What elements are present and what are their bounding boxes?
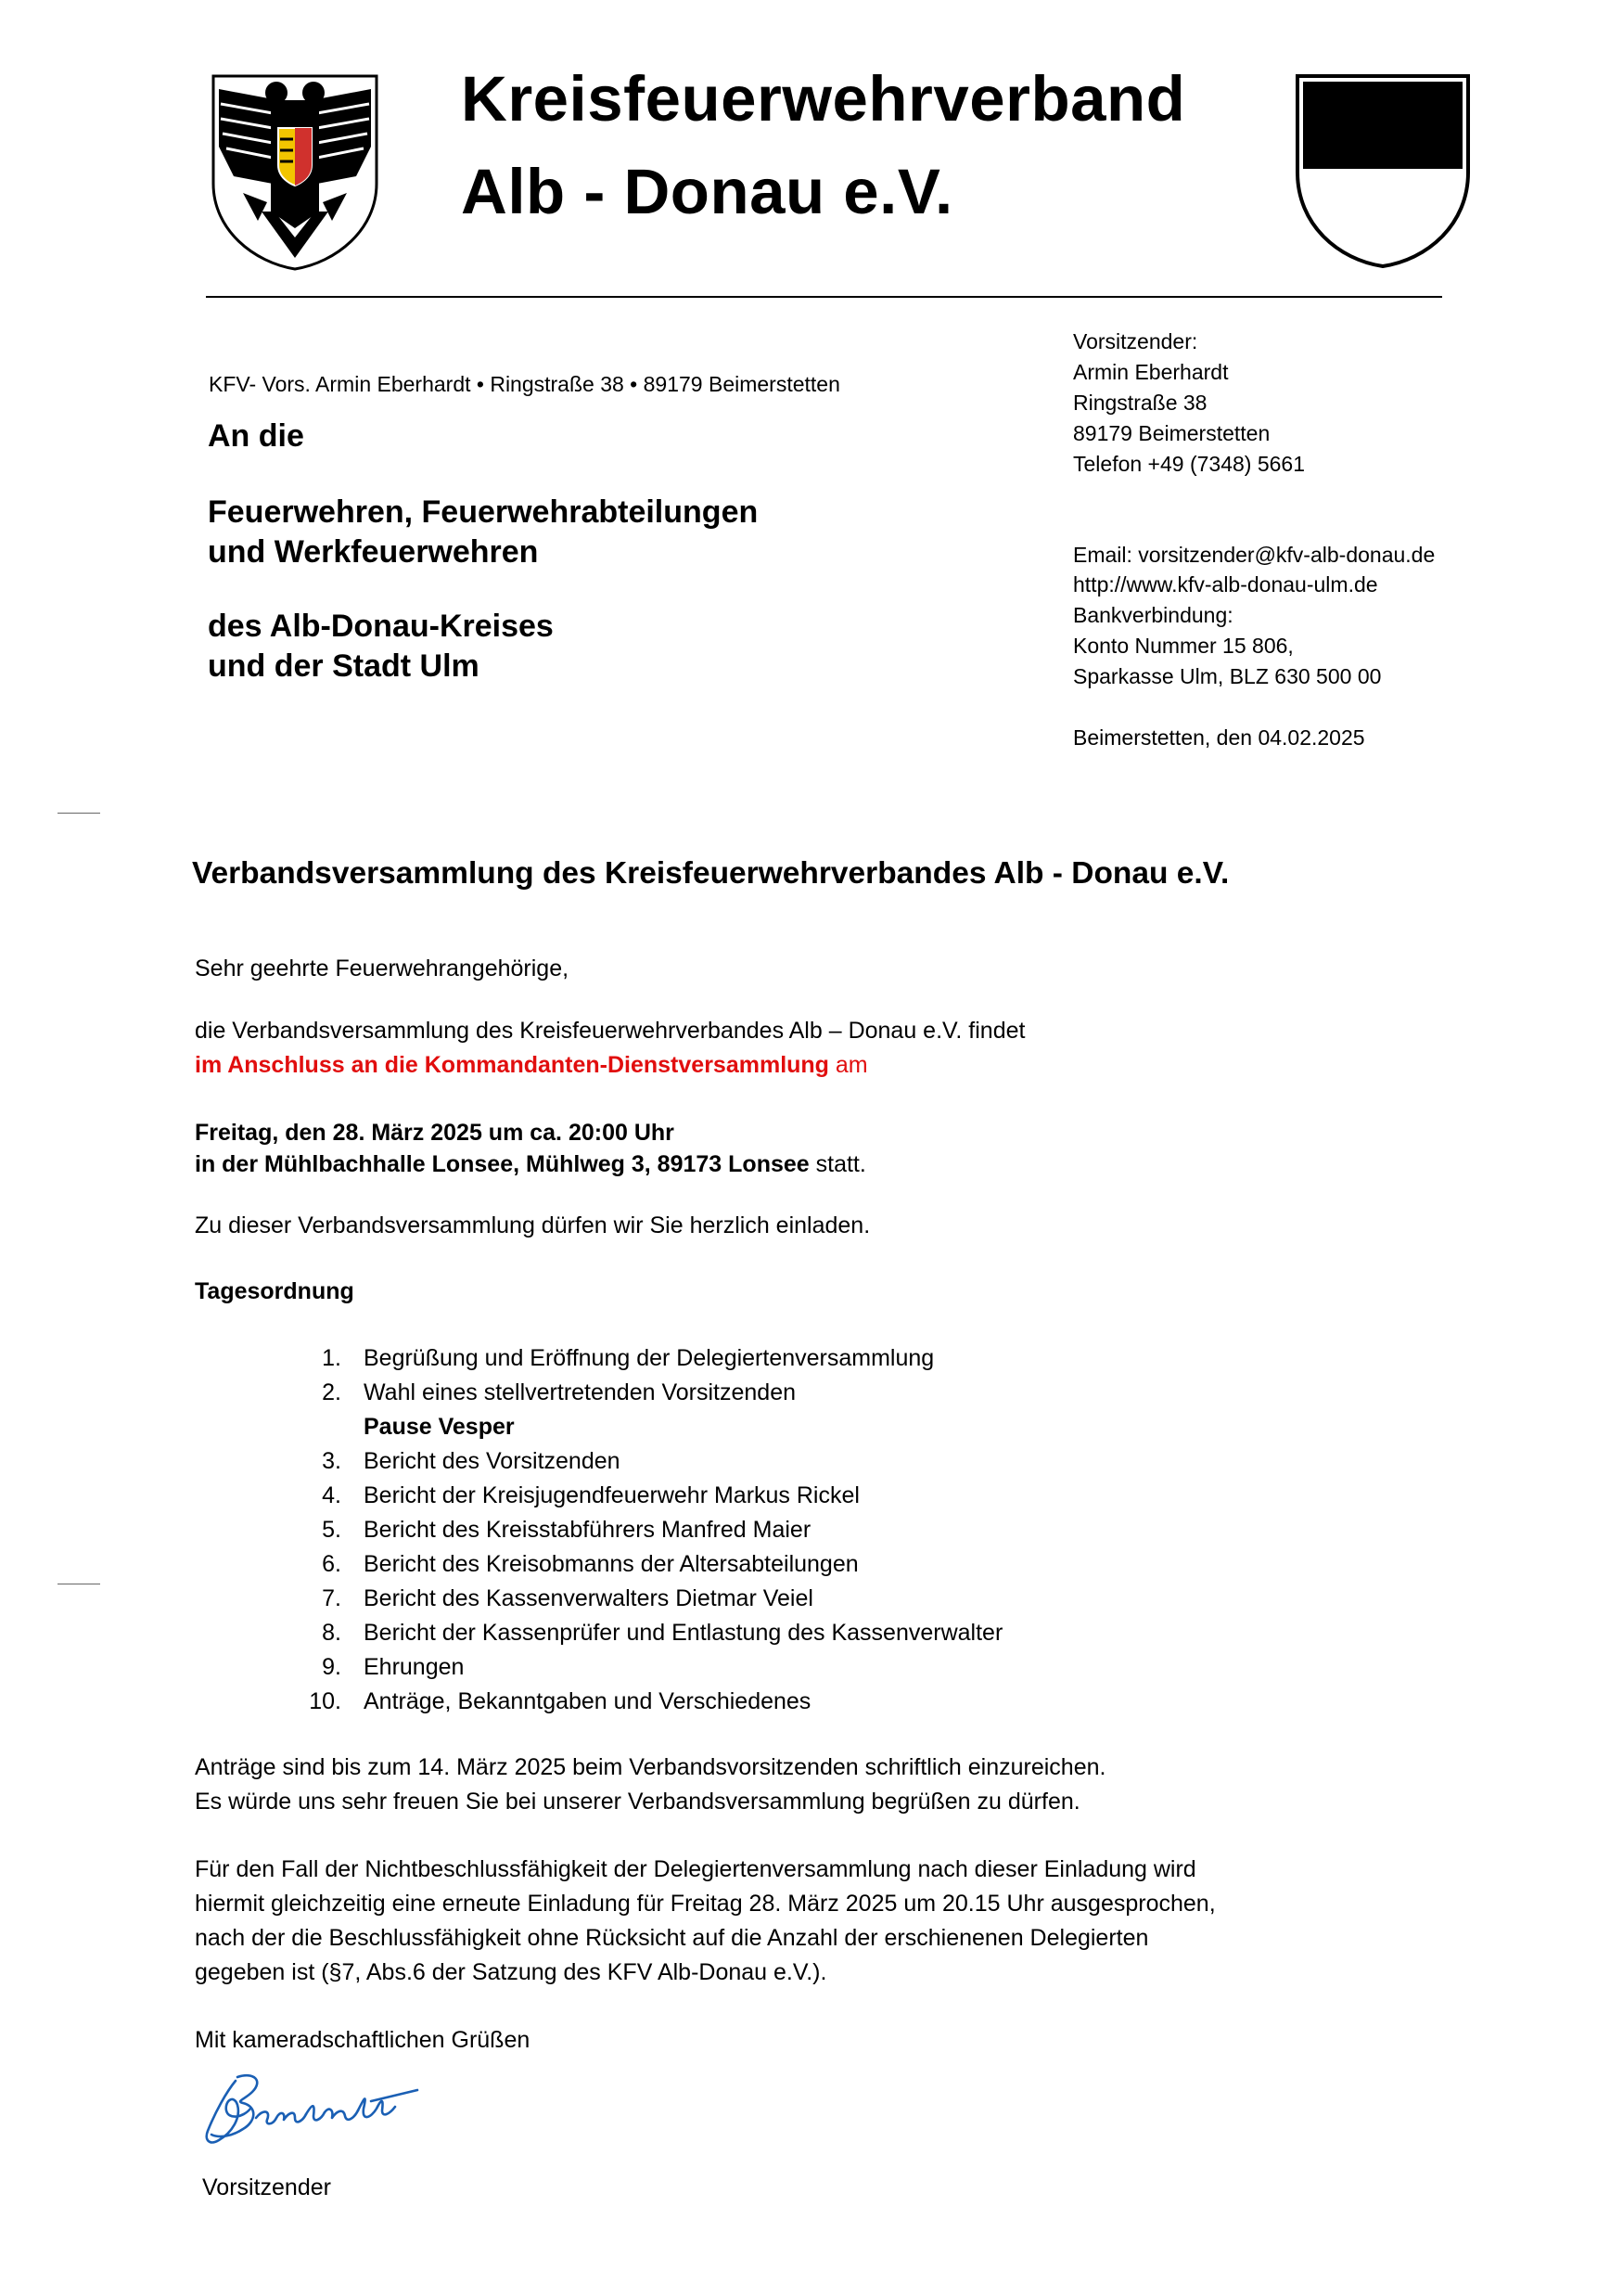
signer-role: Vorsitzender: [202, 2174, 331, 2200]
agenda-item-number: [288, 1410, 364, 1444]
agenda-item-text: Bericht des Vorsitzenden: [364, 1448, 620, 1474]
agenda-item-number: 4.: [322, 1482, 341, 1508]
event-location: [195, 1148, 866, 1182]
signature: [198, 2064, 421, 2152]
recipient-line2: Feuerwehren, Feuerwehrabteilungen: [208, 494, 759, 530]
contact-email: Email: vorsitzender@kfv-alb-donau.de: [1073, 543, 1436, 567]
agenda-item: [288, 1376, 1003, 1410]
agenda-item-text: Bericht des Kreisobmanns der Altersabteilungen: [364, 1551, 859, 1577]
contact-city: 89179 Beimerstetten: [1073, 421, 1271, 445]
quorum-text-4: gegeben ist (§7, Abs.6 der Satzung des KFV Alb-Donau e.V.).: [195, 1959, 827, 1985]
event-location-suffix: statt.: [809, 1151, 866, 1177]
fold-mark: [58, 813, 100, 814]
agenda-item-text: Ehrungen: [364, 1654, 465, 1680]
agenda-item: [288, 1650, 1003, 1685]
header-title-line2: Alb - Donau e.V.: [461, 156, 953, 227]
quorum-text-2: hiermit gleichzeitig eine erneute Einladung für Freitag 28. März 2025 um 20.15 Uhr ausgesprochen,: [195, 1891, 1216, 1917]
agenda-item-number: 10.: [309, 1688, 341, 1714]
agenda-item-text: Pause Vesper: [364, 1414, 515, 1440]
agenda-item: [288, 1685, 1003, 1719]
deadline-text-1: Anträge sind bis zum 14. März 2025 beim Verbandsvorsitzenden schriftlich einzureichen.: [195, 1754, 1106, 1780]
coat-of-arms-eagle-icon: [206, 72, 384, 272]
agenda-heading: Tagesordnung: [195, 1278, 354, 1304]
contact-street: Ringstraße 38: [1073, 391, 1208, 415]
recipient-line5: und der Stadt Ulm: [208, 648, 479, 684]
recipient-line4: des Alb-Donau-Kreises: [208, 609, 554, 644]
contact-role: Vorsitzender:: [1073, 329, 1198, 353]
highlight-red-text: im Anschluss an die Kommandanten-Dienstversammlung: [195, 1052, 829, 1078]
agenda-item-text: Wahl eines stellvertretenden Vorsitzenden: [364, 1379, 797, 1405]
event-location-text: in der Mühlbachhalle Lonsee, Mühlweg 3, 89173 Lonsee: [195, 1151, 810, 1177]
agenda-item-text: Bericht des Kassenverwalters Dietmar Veiel: [364, 1585, 813, 1611]
agenda-item: [288, 1444, 1003, 1479]
sender-line: KFV- Vors. Armin Eberhardt • Ringstraße 38 • 89179 Beimerstetten: [209, 372, 840, 396]
agenda-item: [288, 1341, 1003, 1376]
agenda-item: [288, 1547, 1003, 1582]
agenda-item-number: 6.: [322, 1551, 341, 1577]
salutation: Sehr geehrte Feuerwehrangehörige,: [195, 956, 569, 981]
event-date: Freitag, den 28. März 2025 um ca. 20:00 Uhr: [195, 1120, 674, 1146]
agenda-item: [288, 1582, 1003, 1616]
agenda-item-number: 1.: [322, 1345, 341, 1371]
contact-web: http://www.kfv-alb-donau-ulm.de: [1073, 572, 1378, 596]
agenda-item-number: 5.: [322, 1517, 341, 1543]
deadline-text-2: Es würde uns sehr freuen Sie bei unserer Verbandsversammlung begrüßen zu dürfen.: [195, 1789, 1080, 1815]
agenda-item-pause: [288, 1410, 1003, 1444]
header-divider: [206, 296, 1442, 298]
closing-text: Mit kameradschaftlichen Grüßen: [195, 2027, 530, 2053]
agenda-item-text: Bericht des Kreisstabführers Manfred Maier: [364, 1517, 812, 1543]
agenda-item: [288, 1616, 1003, 1650]
recipient-line3: und Werkfeuerwehren: [208, 534, 539, 570]
letter-date: Beimerstetten, den 04.02.2025: [1073, 725, 1365, 750]
agenda-item-number: 2.: [322, 1379, 341, 1405]
quorum-text-3: nach der die Beschlussfähigkeit ohne Rücksicht auf die Anzahl der erschienenen Delegierten: [195, 1925, 1149, 1951]
invite-text: Zu dieser Verbandsversammlung dürfen wir Sie herzlich einladen.: [195, 1212, 871, 1238]
contact-bank-label: Bankverbindung:: [1073, 603, 1233, 627]
letter-subject: Verbandsversammlung des Kreisfeuerwehrverbandes Alb - Donau e.V.: [192, 856, 1230, 891]
contact-bank: Sparkasse Ulm, BLZ 630 500 00: [1073, 664, 1382, 688]
agenda-item-text: Bericht der Kreisjugendfeuerwehr Markus Rickel: [364, 1482, 860, 1508]
agenda-item-text: Begrüßung und Eröffnung der Delegiertenversammlung: [364, 1345, 935, 1371]
agenda-item-number: 7.: [322, 1585, 341, 1611]
header-title-line1: Kreisfeuerwehrverband: [461, 63, 1186, 135]
agenda-item-number: 8.: [322, 1620, 341, 1646]
agenda-item-text: Bericht der Kassenprüfer und Entlastung des Kassenverwalter: [364, 1620, 1003, 1646]
shield-black-white-icon: [1292, 72, 1474, 270]
agenda-item: [288, 1513, 1003, 1547]
agenda-item-number: 9.: [322, 1654, 341, 1680]
contact-phone: Telefon +49 (7348) 5661: [1073, 452, 1306, 476]
highlight-suffix: am: [828, 1052, 868, 1078]
contact-name: Armin Eberhardt: [1073, 360, 1229, 384]
agenda-item: [288, 1479, 1003, 1513]
quorum-text-1: Für den Fall der Nichtbeschlussfähigkeit der Delegiertenversammlung nach dieser Einladung wird: [195, 1856, 1196, 1882]
agenda-item-number: 3.: [322, 1448, 341, 1474]
recipient-line1: An die: [208, 418, 304, 454]
agenda-list: [288, 1341, 1003, 1719]
intro-text: die Verbandsversammlung des Kreisfeuerwehrverbandes Alb – Donau e.V. findet: [195, 1018, 1026, 1044]
agenda-item-text: Anträge, Bekanntgaben und Verschiedenes: [364, 1688, 812, 1714]
intro-highlight: [195, 1048, 868, 1083]
contact-account: Konto Nummer 15 806,: [1073, 634, 1294, 658]
